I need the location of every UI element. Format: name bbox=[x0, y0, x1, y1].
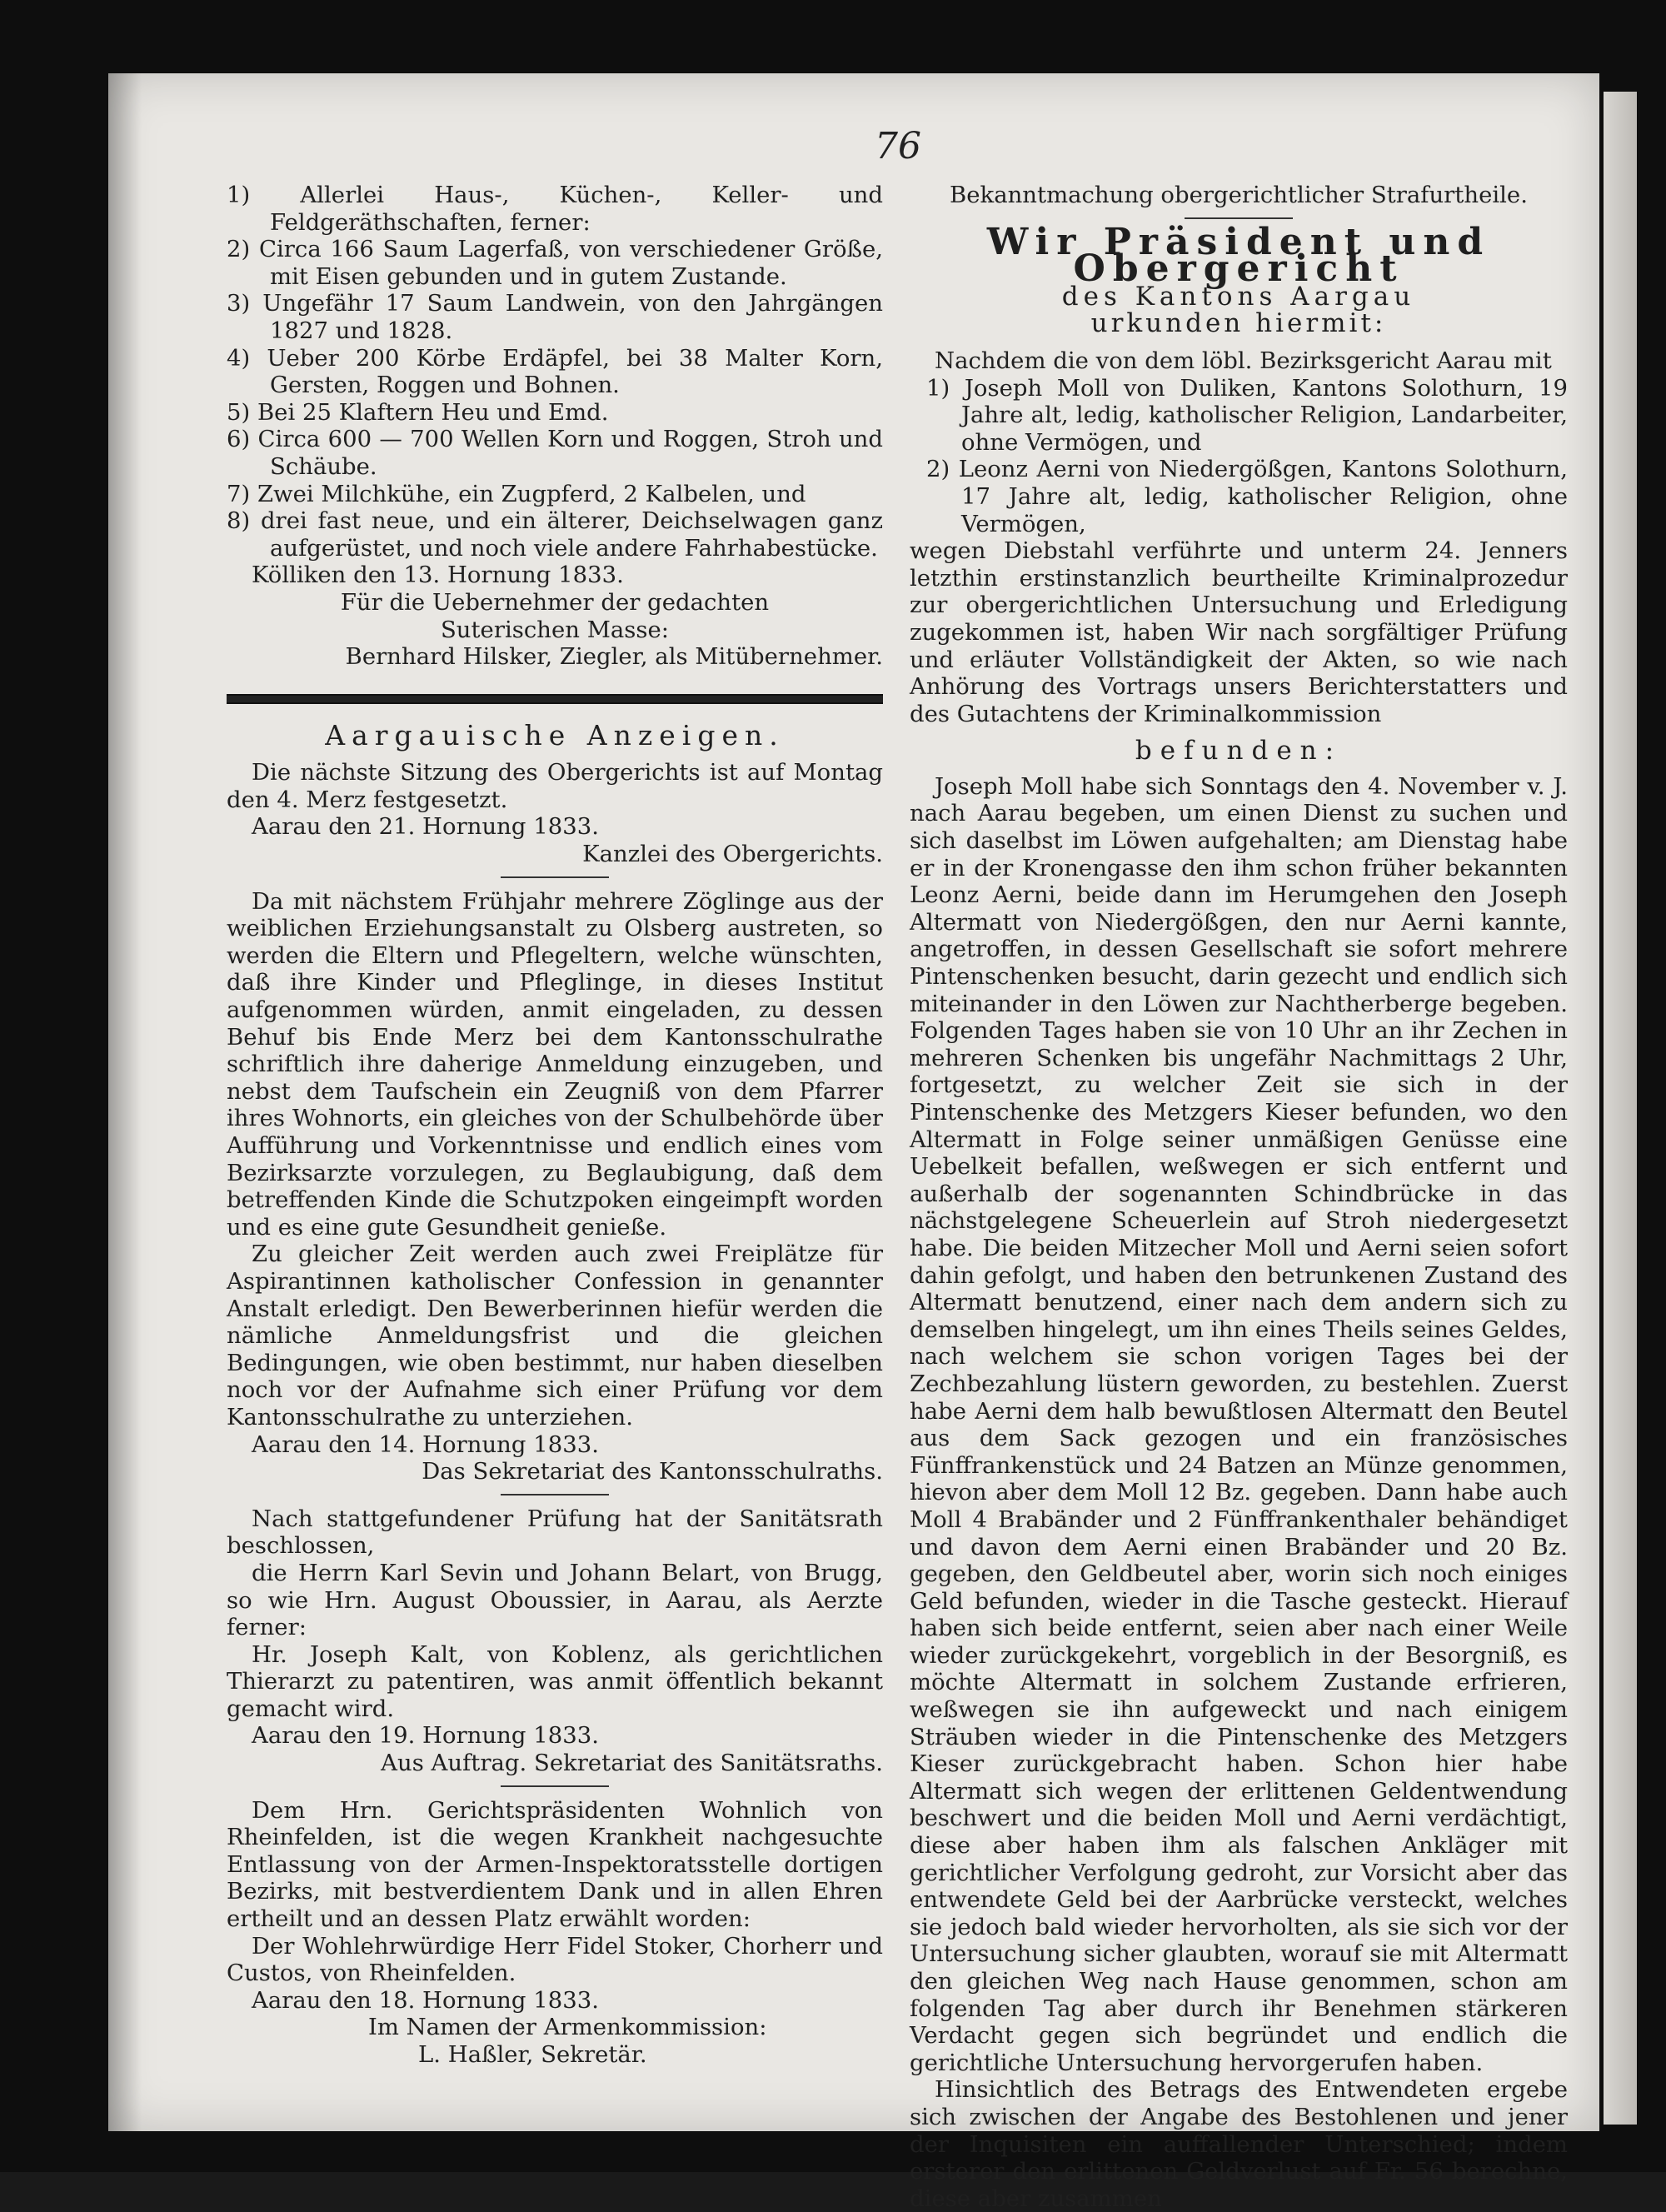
decree-text: Joseph Moll habe sich Sonntags den 4. November v. J. nach Aarau begeben, um einen Dienst zu suchen und sich daselbst im Löwen aufgehalten; am Dienstag habe er in der Kronengasse den ihm schon früher bekannten Leonz Aerni, beide dann im Herumgehen den Joseph Altermatt von Niedergößgen, den nur Aerni kannte, angetroffen, in dessen Gesellschaft sie sofort mehrere Pintenschenken besucht, darin gezecht und endlich sich miteinander in den Löwen zur Nachtherberge begeben. Folgenden Tages haben sie von 10 Uhr an ihr Zechen in mehreren Schenken bis ungefähr Nachmittags 2 Uhr, fortgesetzt, zu welcher Zeit sie sich in der Pintenschenke des Metzgers Kieser befunden, wo den Altermatt in Folge seiner unmäßigen Genüsse eine Uebelkeit befallen, weßwegen er sich entfernt und außerhalb der sogenannten Schindbrücke in das nächstgelegene Scheuerlein auf Stroh niedergesetzt habe. Die beiden Mitzecher Moll und Aerni seien sofort dahin gefolgt, und haben den betrunkenen Zustand des Altermatt benutzend, einer nach dem andern sich zu demselben hingelegt, um ihn eines Theils seines Geldes, nach welchem sie schon vorigen Tages bei der Zechbezahlung lüstern geworden, zu bestehlen. Zuerst habe Aerni dem halb bewußtlosen Altermatt den Beutel aus dem Sack gezogen und ein französisches Fünffrankenstück und 24 Batzen an Münze genommen, hievon aber dem Moll 12 Bz. gegeben. Dann habe auch Moll 4 Brabänder und 2 Fünffrankenthaler behändiget und davon dem Aerni einen Brabänder und 20 Bz. gegeben, den Geldbeutel aber, worin sich noch einiges Geld befunden, wieder in die Tasche gesteckt. Hierauf haben sich beide entfernt, seien aber nach einer Weile wieder zurückgekehrt, vorgeblich in der Besorgniß, es möchte Altermatt in solchem Zustande erfrieren, weßwegen sie ihn aufgeweckt und nach einigem Sträuben wieder in die Pintenschenke des Metzgers Kieser zurückgebracht haben. Schon hier habe Altermatt sich wegen der erlittenen Geldentwendung beschwert und die beiden Moll und Aerni verdächtigt, diese aber haben ihm als falschen Ankläger mit gerichtlicher Verfolgung gedroht, zur Vorsicht aber das entwendete Geld bei der Aarbrücke versteckt, welches sie jedoch bald wieder hervorholten, als sie sich vor der Untersuchung sicher glaubten, worauf sie mit Altermatt den gleichen Weg nach Hause genommen, schon am folgenden Tag aber durch ihr Benehmen stärkeren Verdacht gegen sich begründet und endlich die gerichtliche Untersuchung hervorgerufen haben. bbox=[910, 772, 1568, 2076]
list-item: 7) Zwei Milchkühe, ein Zugpferd, 2 Kalbelen, und bbox=[227, 480, 806, 507]
section-heading: Aargauische Anzeigen. bbox=[325, 718, 785, 751]
notice-date: Aarau den 19. Hornung 1833. bbox=[252, 1722, 599, 1750]
decree-text: wegen Diebstahl verführte und unterm 24. Jenners letzthin erstinstanzlich beurtheilte Kriminalprozedur zur obergerichtlichen Untersuchung und Erledigung zugekommen ist, haben Wir nach sorgfältiger Prüfung und erläuter Vollständigkeit der Akten, so wie nach Anhörung des Vortrags unsers Berichterstatters und des Gutachtens der Kriminalkommission bbox=[910, 537, 1568, 727]
place-date: Kölliken den 13. Hornung 1833. bbox=[252, 562, 624, 589]
decree-text: Hinsichtlich des Betrags des Entwendeten ergebe sich zwischen der Angabe des Bestohlenen und jener der Inquisiten ein auffallender Unterschied; indem ersterer den erlittenen Geldverlust auf Fr. 56 berechne, diese aber zusammen bbox=[910, 2076, 1568, 2212]
notice-text: Der Wohlehrwürdige Herr Fidel Stoker, Chorherr und Custos, von Rheinfelden. bbox=[227, 1932, 883, 1987]
notice-divider bbox=[501, 1494, 609, 1495]
notice-text: die Herrn Karl Sevin und Johann Belart, von Brugg, so wie Hrn. August Oboussier, in Aarau, als Aerzte ferner: bbox=[227, 1559, 883, 1641]
next-page-edge bbox=[1604, 92, 1637, 2125]
notice-text: Die nächste Sitzung des Obergerichts ist auf Montag den 4. Merz festgesetzt. bbox=[227, 759, 883, 813]
section-divider bbox=[227, 694, 883, 704]
notice-signature: Im Namen der Armenkommission: bbox=[368, 2014, 767, 2041]
list-item: 1) Allerlei Haus-, Küchen-, Keller- und Feldgeräthschaften, ferner: bbox=[227, 182, 883, 236]
right-column bbox=[910, 182, 1568, 2212]
notice-text: Da mit nächstem Frühjahr mehrere Zöglinge aus der weiblichen Erziehungsanstalt zu Olsberg austreten, so werden die Eltern und Pflegeltern, welche wünschten, daß ihre Kinder und Pfleglinge, in dieses Institut aufgenommen würden, anmit eingeladen, zu dessen Behuf bis Ende Merz bei dem Kantonsschulrathe schriftlich ihre daherige Anmeldung einzugeben, und nebst dem Taufschein ein Zeugniß von dem Pfarrer ihres Wohnorts, ein gleiches von der Schulbehörde über Aufführung und Vorkenntnisse und endlich eines vom Bezirksarzte vorzulegen, zu Beglaubigung, daß dem betreffenden Kinde die Schutzpoken eingeimpft worden und es eine gute Gesundheit genieße. bbox=[227, 887, 883, 1241]
notice-signature: Das Sekretariat des Kantonsschulraths. bbox=[421, 1458, 883, 1485]
notice-divider bbox=[501, 876, 609, 878]
list-item: 3) Ungefähr 17 Saum Landwein, von den Jahrgängen 1827 und 1828. bbox=[227, 290, 883, 344]
notice-signature: L. Haßler, Sekretär. bbox=[418, 2041, 647, 2068]
section-heading: Bekanntmachung obergerichtlicher Strafurtheile. bbox=[950, 182, 1528, 208]
decree-title: Wir Präsident und Obergericht bbox=[986, 220, 1491, 291]
list-item: 5) Bei 25 Klaftern Heu und Emd. bbox=[227, 398, 609, 426]
decree-subtitle: urkunden hiermit: bbox=[1090, 308, 1387, 339]
heading-divider bbox=[1185, 217, 1293, 219]
list-item: 2) Circa 166 Saum Lagerfaß, von verschiedener Größe, mit Eisen gebunden und in gutem Zustande. bbox=[227, 236, 883, 290]
notice-text: Hr. Joseph Kalt, von Koblenz, als gerichtlichen Thierarzt zu patentiren, was anmit öffentlich bekannt gemacht wird. bbox=[227, 1640, 883, 1722]
page-number: 76 bbox=[875, 125, 921, 167]
decree-subtitle: des Kantons Aargau bbox=[1061, 281, 1416, 312]
list-item: 6) Circa 600 — 700 Wellen Korn und Roggen, Stroh und Schäube. bbox=[227, 426, 883, 480]
decree-heading: befunden: bbox=[1135, 736, 1343, 766]
signature-line: Bernhard Hilsker, Ziegler, als Mitübernehmer. bbox=[345, 643, 883, 671]
defendant-entry: 1) Joseph Moll von Duliken, Kantons Solothurn, 19 Jahre alt, ledig, katholischer Religion, Landarbeiter, ohne Vermögen, und bbox=[926, 374, 1568, 456]
notice-text: Nach stattgefundener Prüfung hat der Sanitätsrath beschlossen, bbox=[227, 1505, 883, 1560]
signature-line: Suterischen Masse: bbox=[440, 616, 670, 643]
notice-date: Aarau den 21. Hornung 1833. bbox=[252, 813, 599, 841]
notice-date: Aarau den 18. Hornung 1833. bbox=[252, 1986, 599, 2014]
left-column bbox=[227, 182, 883, 2069]
notice-signature: Aus Auftrag. Sekretariat des Sanitätsraths. bbox=[381, 1750, 883, 1777]
defendant-entry: 2) Leonz Aerni von Niedergößgen, Kantons Solothurn, 17 Jahre alt, ledig, katholischer Religion, ohne Vermögen, bbox=[926, 456, 1568, 537]
list-item: 8) drei fast neue, und ein älterer, Deichselwagen ganz aufgerüstet, und noch viele andere Fahrhabestücke. bbox=[227, 507, 883, 562]
notice-text: Zu gleicher Zeit werden auch zwei Freiplätze für Aspirantinnen katholischer Confession in genannter Anstalt erledigt. Den Bewerberinnen hiefür werden die nämliche Anmeldungsfrist und die gleichen Bedingungen, wie oben bestimmt, nur haben dieselben noch vor der Aufnahme sich einer Prüfung vor dem Kantonsschulrathe zu unterziehen. bbox=[227, 1241, 883, 1431]
decree-intro: Nachdem die von dem löbl. Bezirksgericht Aarau mit bbox=[935, 347, 1552, 374]
notice-signature: Kanzlei des Obergerichts. bbox=[582, 841, 883, 868]
notice-text: Dem Hrn. Gerichtspräsidenten Wohnlich von Rheinfelden, ist die wegen Krankheit nachgesuchte Entlassung von der Armen-Inspektoratsstelle dortigen Bezirks, mit bestverdientem Dank und in allen Ehren ertheilt und an dessen Platz erwählt worden: bbox=[227, 1796, 883, 1933]
list-item: 4) Ueber 200 Körbe Erdäpfel, bei 38 Malter Korn, Gersten, Roggen und Bohnen. bbox=[227, 344, 883, 399]
notice-divider bbox=[501, 1785, 609, 1787]
gutter-shadow bbox=[108, 73, 142, 2131]
signature-line: Für die Uebernehmer der gedachten bbox=[340, 588, 770, 616]
notice-date: Aarau den 14. Hornung 1833. bbox=[252, 1431, 599, 1458]
